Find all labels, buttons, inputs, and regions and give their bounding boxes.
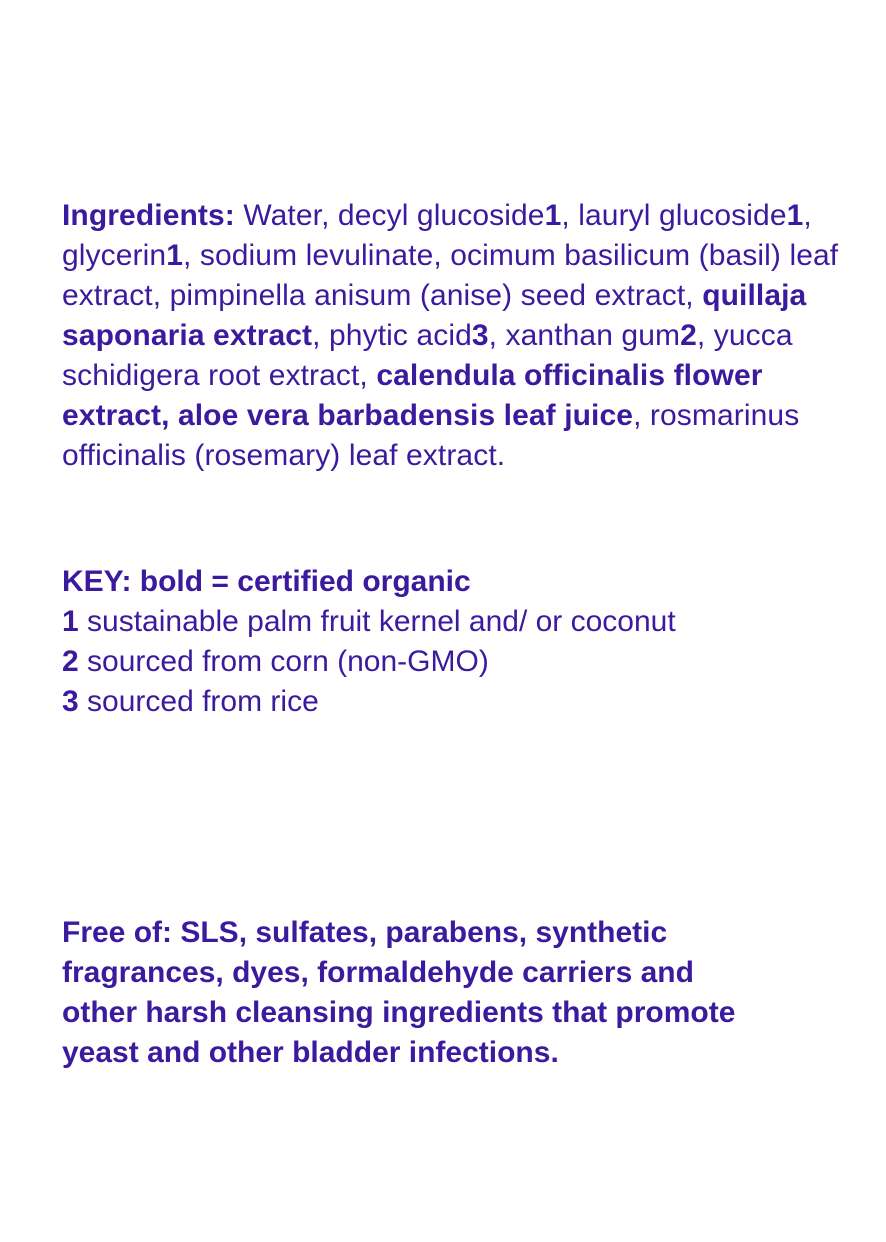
key-text-1: sustainable palm fruit kernel and/ or coconut xyxy=(87,605,676,638)
ingredients-text-2: , lauryl glucoside xyxy=(561,199,787,232)
key-text-3: sourced from rice xyxy=(87,685,319,718)
ingredients-text-1: Water, decyl glucoside xyxy=(234,199,545,232)
footnote-ref-1b: 1 xyxy=(786,199,804,232)
key-item-2 xyxy=(62,642,852,682)
ingredients-section xyxy=(62,196,852,476)
key-title: KEY: bold = certified organic xyxy=(62,565,471,598)
ingredients-text-7: , yucca schidigera root extract, xyxy=(62,319,793,392)
ingredients-text-3: , glycerin xyxy=(62,199,812,272)
key-section xyxy=(62,562,852,722)
key-item-3 xyxy=(62,682,852,722)
ingredients-paragraph xyxy=(62,196,852,476)
ingredients-text-6: , xanthan gum xyxy=(488,319,681,352)
key-item-1 xyxy=(62,602,852,642)
ingredients-text-8: , rosmarinus officinalis (rosemary) leaf extract. xyxy=(62,399,800,472)
key-marker-3: 3 xyxy=(62,685,79,718)
key-marker-1: 1 xyxy=(62,605,79,638)
free-of-section xyxy=(62,913,852,1073)
footnote-ref-1a: 1 xyxy=(544,199,562,232)
organic-ingredient-calendula-aloe: calendula officinalis flower extract, aloe vera barbadensis leaf juice xyxy=(62,359,763,432)
key-text-2: sourced from corn (non-GMO) xyxy=(87,645,489,678)
ingredients-text-5: , phytic acid xyxy=(312,319,472,352)
footnote-ref-1c: 1 xyxy=(166,239,183,272)
ingredients-text-4: , sodium levulinate, ocimum basilicum (basil) leaf extract, pimpinella anisum (anise) seed extract, xyxy=(62,239,839,312)
footnote-ref-2a: 2 xyxy=(680,319,697,352)
free-of-text: Free of: SLS, sulfates, parabens, synthetic fragrances, dyes, formaldehyde carriers and other harsh cleansing ingredients that promote yeast and other bladder infections. xyxy=(62,916,736,1069)
key-marker-2: 2 xyxy=(62,645,79,678)
ingredients-label: Ingredients: xyxy=(62,199,235,232)
footnote-ref-3a: 3 xyxy=(471,319,489,352)
organic-ingredient-quillaja: quillaja saponaria extract xyxy=(62,279,807,352)
